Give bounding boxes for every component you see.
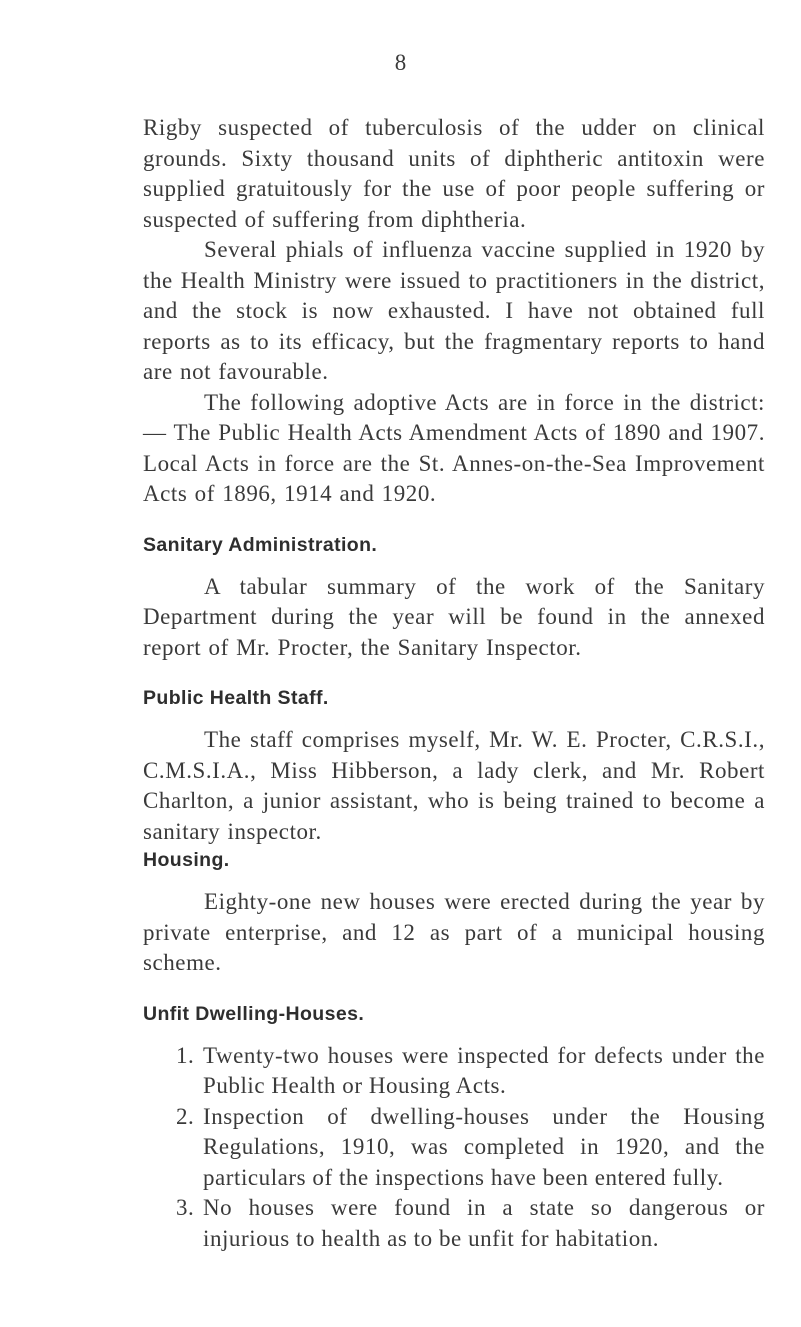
list-item xyxy=(143,1041,765,1102)
heading-sanitary-administration: Sanitary Administration. xyxy=(143,533,378,556)
list-item-number: 2. xyxy=(176,1103,195,1129)
list-item xyxy=(143,1193,765,1254)
heading-unfit-dwelling-houses: Unfit Dwelling-Houses. xyxy=(143,1002,365,1025)
page-number: 8 xyxy=(394,50,407,75)
unfit-dwelling-list xyxy=(143,1041,765,1255)
list-item-number: 1. xyxy=(176,1042,195,1068)
list-item-number: 3. xyxy=(176,1195,195,1220)
list-item-text: No houses were found in a state so dangerous or injurious to health as to be unfit for habitation. xyxy=(203,1195,765,1251)
list-item xyxy=(143,1102,765,1194)
paragraph-sanitary-administration: A tabular summary of the work of the Sanitary Department during the year will be found in the annexed report of Mr. Procter, the Sanitary Inspector. xyxy=(143,573,765,660)
heading-housing: Housing. xyxy=(143,849,230,871)
paragraph-housing: Eighty-one new houses were erected during the year by private enterprise, and 12 as part of a municipal housing scheme. xyxy=(143,889,765,975)
heading-public-health-staff: Public Health Staff. xyxy=(143,687,329,709)
list-item-text: Inspection of dwelling-houses under the Housing Regulations, 1910, was completed in 1920, and the particulars of the inspections have been entered fully. xyxy=(203,1103,765,1190)
page-body xyxy=(143,113,765,1254)
paragraph-adoptive-acts: The following adoptive Acts are in force in the district: — The Public Health Acts Amendment Acts of 1890 and 1907. Local Acts in force are the St. Annes-on-the-Sea Improvement Acts of 1896, 1914 and 1920. xyxy=(143,389,765,506)
list-item-text: Twenty-two houses were inspected for defects under the Public Health or Housing Acts. xyxy=(203,1042,765,1098)
paragraph-public-health-staff: The staff comprises myself, Mr. W. E. Procter, C.R.S.I., C.M.S.I.A., Miss Hibberson, a lady clerk, and Mr. Robert Charlton, a junior assistant, who is being trained to become a sanitary inspector. xyxy=(143,727,765,844)
paragraph-influenza: Several phials of influenza vaccine supplied in 1920 by the Health Ministry were issued to practitioners in the district, and the stock is now exhausted. I have not obtained full reports as to its efficacy, but the fragmentary reports to hand are not favourable. xyxy=(143,237,765,384)
paragraph-rigby: Rigby suspected of tuberculosis of the udder on clinical grounds. Sixty thousand units of diphtheric antitoxin were supplied gratuitously for the use of poor people suffering or suspected of suffering from diphtheria. xyxy=(143,115,765,232)
